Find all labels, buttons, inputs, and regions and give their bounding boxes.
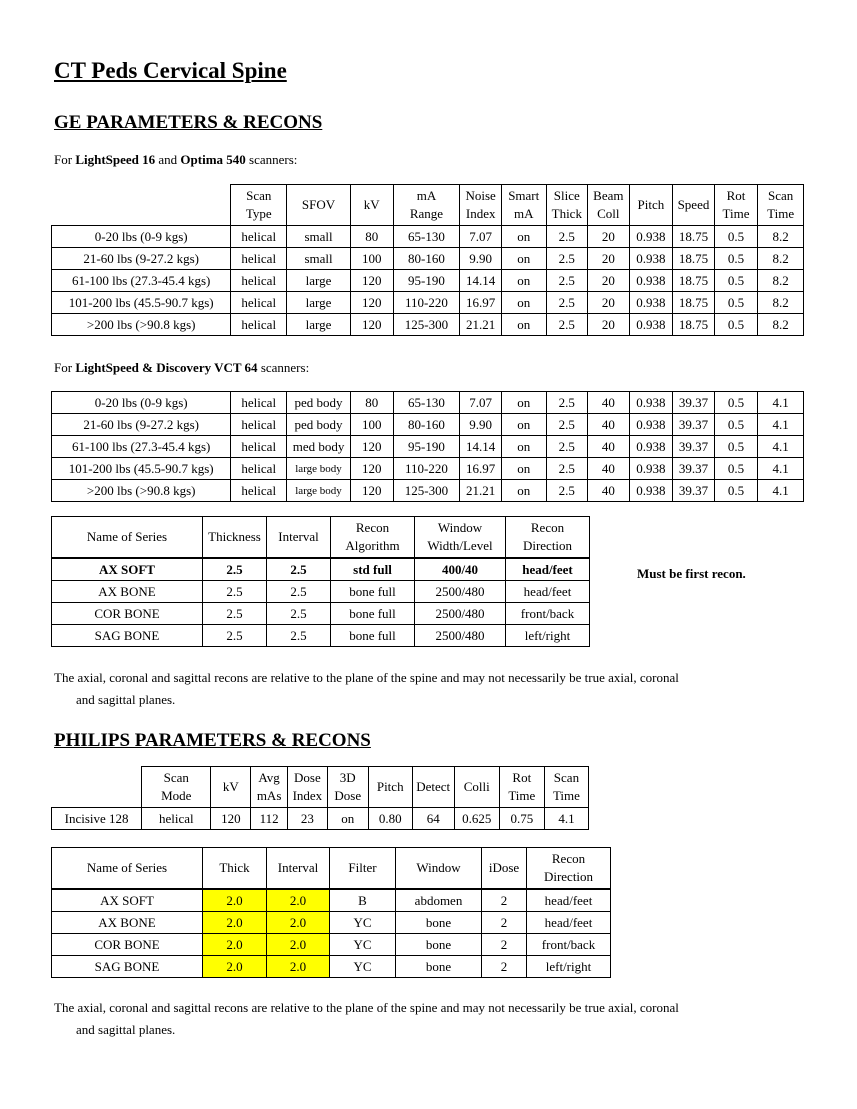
parameter-cell: 0.938	[629, 480, 673, 502]
parameter-cell: 39.37	[673, 480, 715, 502]
parameter-cell: on	[501, 226, 546, 248]
column-header: Pitch	[368, 767, 412, 808]
series-name-cell: COR BONE	[52, 934, 203, 956]
parameter-cell: 120	[350, 480, 393, 502]
parameter-cell: on	[501, 248, 546, 270]
parameter-cell: 0.5	[714, 226, 758, 248]
weight-range-cell: 21-60 lbs (9-27.2 kgs)	[52, 414, 231, 436]
table-row	[52, 436, 804, 458]
column-header: Recon Algorithm	[331, 517, 415, 559]
parameter-cell: 125-300	[393, 480, 460, 502]
parameter-cell: helical	[231, 248, 287, 270]
column-header: Recon Direction	[527, 848, 611, 890]
ge-vct64-intro: For LightSpeed & Discovery VCT 64 scanners:	[54, 360, 310, 375]
parameter-cell: 40	[588, 392, 630, 414]
recon-value-cell: 400/40	[415, 558, 506, 581]
column-header: Recon Direction	[506, 517, 590, 559]
parameter-cell: 39.37	[673, 436, 715, 458]
parameter-cell: 80-160	[393, 414, 460, 436]
recon-value-cell: 2	[482, 889, 527, 912]
recon-value-cell: B	[330, 889, 396, 912]
parameter-cell: on	[501, 314, 546, 336]
table-row	[52, 458, 804, 480]
parameter-cell: 40	[588, 414, 630, 436]
parameter-cell: 20	[588, 248, 630, 270]
column-header: Scan Time	[758, 185, 804, 226]
parameter-cell: ped body	[287, 414, 351, 436]
philips-recon-table	[51, 847, 611, 978]
parameter-cell: 0.5	[714, 458, 758, 480]
recon-value-cell: YC	[330, 934, 396, 956]
table-row	[52, 480, 804, 502]
scanner-name-cell: Incisive 128	[52, 808, 142, 830]
parameter-cell: 100	[350, 248, 393, 270]
blank-corner-cell	[52, 767, 142, 808]
parameter-cell: 18.75	[673, 248, 715, 270]
parameter-cell: small	[287, 248, 351, 270]
recon-value-cell: head/feet	[506, 558, 590, 581]
parameter-cell: 14.14	[460, 436, 502, 458]
recon-value-cell: 2500/480	[415, 625, 506, 647]
parameter-cell: 0.5	[714, 392, 758, 414]
table-row	[52, 414, 804, 436]
column-header: Smart mA	[501, 185, 546, 226]
philips-protocol-table	[51, 766, 589, 830]
table-row	[52, 270, 804, 292]
recon-row	[52, 889, 611, 912]
recon-value-cell: bone full	[331, 625, 415, 647]
weight-range-cell: 101-200 lbs (45.5-90.7 kgs)	[52, 458, 231, 480]
parameter-cell: 7.07	[460, 392, 502, 414]
first-recon-note: Must be first recon.	[637, 566, 746, 581]
parameter-cell: 0.938	[629, 458, 673, 480]
column-header: kV	[350, 185, 393, 226]
recon-row	[52, 581, 590, 603]
recon-value-cell: 2.0	[267, 889, 330, 912]
series-name-cell: SAG BONE	[52, 956, 203, 978]
recon-value-cell: left/right	[506, 625, 590, 647]
recon-row	[52, 603, 590, 625]
philips-section-heading: PHILIPS PARAMETERS & RECONS	[54, 730, 371, 751]
parameter-cell: 0.5	[714, 314, 758, 336]
ge-recon-plane-note: The axial, coronal and sagittal recons are relative to the plane of the spine and may not necessarily be true axial, coronal and sagittal planes.	[54, 670, 679, 707]
recon-value-cell: YC	[330, 912, 396, 934]
parameter-cell: 20	[588, 226, 630, 248]
recon-value-cell: 2	[482, 956, 527, 978]
ge-section-heading: GE PARAMETERS & RECONS	[54, 112, 323, 133]
weight-range-cell: 61-100 lbs (27.3-45.4 kgs)	[52, 270, 231, 292]
parameter-cell: 8.2	[758, 292, 804, 314]
parameter-cell: 21.21	[460, 480, 502, 502]
parameter-cell: 8.2	[758, 248, 804, 270]
weight-range-cell: >200 lbs (>90.8 kgs)	[52, 480, 231, 502]
column-header: Dose Index	[287, 767, 327, 808]
parameter-cell: helical	[231, 392, 287, 414]
parameter-cell: large	[287, 292, 351, 314]
recon-value-cell: 2.0	[267, 912, 330, 934]
table-row	[52, 392, 804, 414]
parameter-cell: 18.75	[673, 226, 715, 248]
recon-value-cell: head/feet	[527, 912, 611, 934]
parameter-cell: 110-220	[393, 458, 460, 480]
column-header: iDose	[482, 848, 527, 890]
column-header: Name of Series	[52, 517, 203, 559]
blank-corner-cell	[52, 185, 231, 226]
column-header: Detect	[412, 767, 454, 808]
parameter-cell: 40	[588, 480, 630, 502]
recon-value-cell: left/right	[527, 956, 611, 978]
series-name-cell: AX SOFT	[52, 558, 203, 581]
recon-value-cell: 2.0	[203, 956, 267, 978]
recon-value-cell: 2.5	[203, 603, 267, 625]
recon-value-cell: abdomen	[396, 889, 482, 912]
ge-lightspeed16-protocol-table	[51, 184, 804, 336]
parameter-cell: 0.938	[629, 314, 673, 336]
recon-row	[52, 934, 611, 956]
weight-range-cell: 21-60 lbs (9-27.2 kgs)	[52, 248, 231, 270]
recon-value-cell: 2.5	[203, 558, 267, 581]
recon-value-cell: 2.0	[267, 956, 330, 978]
parameter-cell: small	[287, 226, 351, 248]
parameter-cell: 80	[350, 226, 393, 248]
table-row	[52, 292, 804, 314]
parameter-cell: on	[501, 270, 546, 292]
parameter-cell: 95-190	[393, 436, 460, 458]
parameter-cell: 21.21	[460, 314, 502, 336]
parameter-cell: 20	[588, 292, 630, 314]
column-header: SFOV	[287, 185, 351, 226]
column-header: Beam Coll	[588, 185, 630, 226]
parameter-cell: 7.07	[460, 226, 502, 248]
recon-value-cell: bone full	[331, 603, 415, 625]
column-header: Window	[396, 848, 482, 890]
parameter-cell: large	[287, 270, 351, 292]
recon-value-cell: 2	[482, 934, 527, 956]
parameter-cell: on	[501, 436, 546, 458]
parameter-cell: 8.2	[758, 270, 804, 292]
recon-row	[52, 912, 611, 934]
weight-range-cell: >200 lbs (>90.8 kgs)	[52, 314, 231, 336]
parameter-cell: 0.938	[629, 226, 673, 248]
recon-value-cell: 2.0	[203, 889, 267, 912]
recon-value-cell: 2	[482, 912, 527, 934]
parameter-cell: 8.2	[758, 226, 804, 248]
parameter-cell: 40	[588, 458, 630, 480]
recon-value-cell: 2.0	[203, 912, 267, 934]
parameter-cell: 39.37	[673, 392, 715, 414]
parameter-cell: helical	[231, 270, 287, 292]
parameter-cell: 125-300	[393, 314, 460, 336]
parameter-cell: 2.5	[546, 314, 588, 336]
parameter-cell: 2.5	[546, 226, 588, 248]
parameter-cell: 2.5	[546, 248, 588, 270]
recon-value-cell: 2.5	[203, 625, 267, 647]
header-row	[52, 767, 589, 808]
recon-value-cell: front/back	[527, 934, 611, 956]
ge-lightspeed16-intro: For LightSpeed 16 and Optima 540 scanners:	[54, 152, 298, 167]
parameter-cell: 80	[350, 392, 393, 414]
column-header: kV	[211, 767, 251, 808]
recon-value-cell: 2.5	[267, 558, 331, 581]
column-header: Filter	[330, 848, 396, 890]
parameter-cell: 4.1	[758, 436, 804, 458]
parameter-cell: on	[501, 480, 546, 502]
recon-value-cell: 2.5	[267, 603, 331, 625]
parameter-cell: 65-130	[393, 226, 460, 248]
parameter-cell: 0.75	[499, 808, 544, 830]
parameter-cell: 80-160	[393, 248, 460, 270]
series-name-cell: SAG BONE	[52, 625, 203, 647]
parameter-cell: 18.75	[673, 314, 715, 336]
recon-value-cell: head/feet	[527, 889, 611, 912]
series-name-cell: AX SOFT	[52, 889, 203, 912]
column-header: Interval	[267, 848, 330, 890]
weight-range-cell: 61-100 lbs (27.3-45.4 kgs)	[52, 436, 231, 458]
recon-row	[52, 625, 590, 647]
parameter-cell: on	[501, 414, 546, 436]
parameter-cell: helical	[231, 480, 287, 502]
recon-value-cell: 2.0	[267, 934, 330, 956]
recon-value-cell: 2500/480	[415, 603, 506, 625]
parameter-cell: 9.90	[460, 248, 502, 270]
parameter-cell: helical	[231, 436, 287, 458]
recon-value-cell: YC	[330, 956, 396, 978]
column-header: Interval	[267, 517, 331, 559]
table-row	[52, 248, 804, 270]
column-header: Avg mAs	[251, 767, 288, 808]
parameter-cell: 16.97	[460, 458, 502, 480]
recon-value-cell: 2.5	[203, 581, 267, 603]
column-header: Colli	[454, 767, 499, 808]
column-header: Speed	[673, 185, 715, 226]
column-header: Name of Series	[52, 848, 203, 890]
column-header: Thickness	[203, 517, 267, 559]
parameter-cell: 120	[350, 458, 393, 480]
column-header: Scan Type	[231, 185, 287, 226]
parameter-cell: 14.14	[460, 270, 502, 292]
parameter-cell: ped body	[287, 392, 351, 414]
parameter-cell: 0.938	[629, 392, 673, 414]
column-header: Scan Time	[544, 767, 588, 808]
ge-recon-table	[51, 516, 590, 647]
table-row	[52, 808, 589, 830]
parameter-cell: 95-190	[393, 270, 460, 292]
series-name-cell: AX BONE	[52, 912, 203, 934]
parameter-cell: 112	[251, 808, 288, 830]
recon-value-cell: head/feet	[506, 581, 590, 603]
column-header: mA Range	[393, 185, 460, 226]
parameter-cell: 0.5	[714, 480, 758, 502]
recon-value-cell: front/back	[506, 603, 590, 625]
parameter-cell: 39.37	[673, 458, 715, 480]
parameter-cell: 0.938	[629, 270, 673, 292]
parameter-cell: 0.5	[714, 414, 758, 436]
parameter-cell: 120	[211, 808, 251, 830]
parameter-cell: 2.5	[546, 436, 588, 458]
parameter-cell: 20	[588, 314, 630, 336]
recon-value-cell: bone full	[331, 581, 415, 603]
parameter-cell: 2.5	[546, 392, 588, 414]
recon-value-cell: 2.5	[267, 625, 331, 647]
column-header: Noise Index	[460, 185, 502, 226]
parameter-cell: 0.625	[454, 808, 499, 830]
parameter-cell: large	[287, 314, 351, 336]
parameter-cell: 23	[287, 808, 327, 830]
parameter-cell: large body	[287, 458, 351, 480]
parameter-cell: 40	[588, 436, 630, 458]
parameter-cell: 0.938	[629, 248, 673, 270]
parameter-cell: 8.2	[758, 314, 804, 336]
page-title: CT Peds Cervical Spine	[54, 58, 287, 83]
column-header: Rot Time	[499, 767, 544, 808]
parameter-cell: helical	[231, 226, 287, 248]
parameter-cell: large body	[287, 480, 351, 502]
parameter-cell: 0.5	[714, 436, 758, 458]
recon-value-cell: bone	[396, 912, 482, 934]
ge-vct64-protocol-table	[51, 391, 804, 502]
parameter-cell: 16.97	[460, 292, 502, 314]
parameter-cell: on	[327, 808, 368, 830]
parameter-cell: 4.1	[758, 392, 804, 414]
parameter-cell: 65-130	[393, 392, 460, 414]
parameter-cell: 0.938	[629, 436, 673, 458]
parameter-cell: 120	[350, 292, 393, 314]
parameter-cell: 120	[350, 436, 393, 458]
recon-value-cell: 2500/480	[415, 581, 506, 603]
header-row	[52, 848, 611, 890]
recon-value-cell: std full	[331, 558, 415, 581]
philips-recon-plane-note: The axial, coronal and sagittal recons are relative to the plane of the spine and may not necessarily be true axial, coronal and sagittal planes.	[54, 1000, 679, 1037]
parameter-cell: 0.80	[368, 808, 412, 830]
parameter-cell: 2.5	[546, 270, 588, 292]
parameter-cell: med body	[287, 436, 351, 458]
parameter-cell: 120	[350, 270, 393, 292]
column-header: Pitch	[629, 185, 673, 226]
recon-value-cell: bone	[396, 956, 482, 978]
parameter-cell: 120	[350, 314, 393, 336]
table-row	[52, 226, 804, 248]
parameter-cell: 20	[588, 270, 630, 292]
parameter-cell: 0.5	[714, 270, 758, 292]
parameter-cell: 0.5	[714, 248, 758, 270]
parameter-cell: 2.5	[546, 414, 588, 436]
recon-value-cell: 2.0	[203, 934, 267, 956]
parameter-cell: helical	[231, 458, 287, 480]
parameter-cell: 4.1	[758, 458, 804, 480]
table-row	[52, 314, 804, 336]
column-header: Scan Mode	[142, 767, 211, 808]
column-header: Slice Thick	[546, 185, 588, 226]
series-name-cell: AX BONE	[52, 581, 203, 603]
column-header: 3D Dose	[327, 767, 368, 808]
parameter-cell: helical	[231, 292, 287, 314]
series-name-cell: COR BONE	[52, 603, 203, 625]
parameter-cell: 100	[350, 414, 393, 436]
parameter-cell: 2.5	[546, 458, 588, 480]
column-header: Rot Time	[714, 185, 758, 226]
header-row	[52, 517, 590, 559]
parameter-cell: on	[501, 458, 546, 480]
weight-range-cell: 0-20 lbs (0-9 kgs)	[52, 226, 231, 248]
parameter-cell: 18.75	[673, 270, 715, 292]
parameter-cell: 0.5	[714, 292, 758, 314]
parameter-cell: 4.1	[758, 414, 804, 436]
parameter-cell: 0.938	[629, 414, 673, 436]
parameter-cell: 4.1	[544, 808, 588, 830]
parameter-cell: 64	[412, 808, 454, 830]
parameter-cell: 0.938	[629, 292, 673, 314]
parameter-cell: 110-220	[393, 292, 460, 314]
weight-range-cell: 0-20 lbs (0-9 kgs)	[52, 392, 231, 414]
parameter-cell: on	[501, 392, 546, 414]
parameter-cell: 18.75	[673, 292, 715, 314]
recon-value-cell: 2.5	[267, 581, 331, 603]
weight-range-cell: 101-200 lbs (45.5-90.7 kgs)	[52, 292, 231, 314]
parameter-cell: 9.90	[460, 414, 502, 436]
parameter-cell: 39.37	[673, 414, 715, 436]
parameter-cell: 4.1	[758, 480, 804, 502]
parameter-cell: helical	[231, 314, 287, 336]
parameter-cell: helical	[142, 808, 211, 830]
parameter-cell: helical	[231, 414, 287, 436]
parameter-cell: 2.5	[546, 292, 588, 314]
recon-row	[52, 558, 590, 581]
recon-row	[52, 956, 611, 978]
header-row	[52, 185, 804, 226]
parameter-cell: on	[501, 292, 546, 314]
parameter-cell: 2.5	[546, 480, 588, 502]
column-header: Window Width/Level	[415, 517, 506, 559]
column-header: Thick	[203, 848, 267, 890]
recon-value-cell: bone	[396, 934, 482, 956]
